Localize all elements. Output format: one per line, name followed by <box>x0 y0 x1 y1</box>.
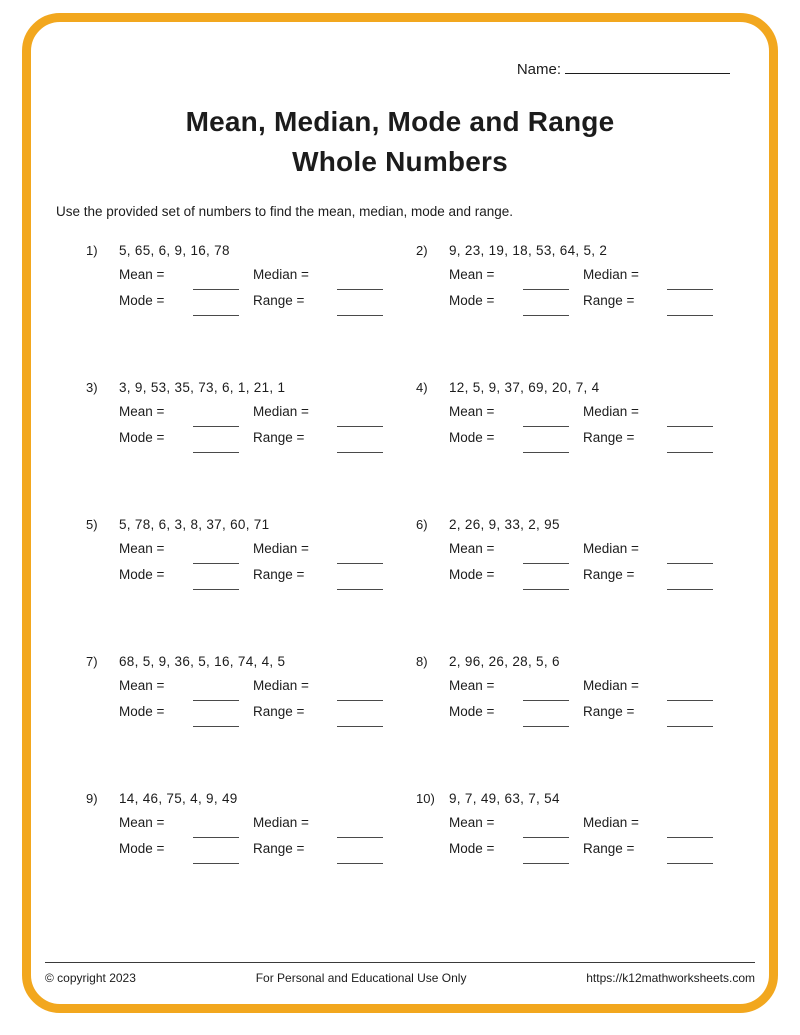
problem-number: 10) <box>416 791 435 806</box>
mean-median-row <box>449 267 746 293</box>
problem-number: 4) <box>416 380 428 395</box>
median-answer-blank <box>667 825 713 838</box>
mode-answer-blank <box>523 440 569 453</box>
number-set: 3, 9, 53, 35, 73, 6, 1, 21, 1 <box>119 380 286 395</box>
mode-range-row <box>119 841 416 867</box>
name-blank-line <box>565 60 730 74</box>
mean-label: Mean = <box>119 404 165 419</box>
range-label: Range = <box>583 567 635 582</box>
mode-range-row <box>449 567 746 593</box>
median-answer-blank <box>667 414 713 427</box>
title-line-1: Mean, Median, Mode and Range <box>185 106 615 137</box>
mean-answer-blank <box>193 414 239 427</box>
number-set: 2, 96, 26, 28, 5, 6 <box>449 654 560 669</box>
range-label: Range = <box>583 841 635 856</box>
mode-range-row <box>119 430 416 456</box>
mode-range-row <box>119 704 416 730</box>
mode-label: Mode = <box>119 293 165 308</box>
mean-answer-blank <box>523 551 569 564</box>
name-row <box>40 60 730 78</box>
median-answer-blank <box>667 688 713 701</box>
mode-range-row <box>449 841 746 867</box>
range-answer-blank <box>337 577 383 590</box>
mode-range-row <box>449 430 746 456</box>
median-answer-blank <box>667 277 713 290</box>
range-label: Range = <box>253 430 305 445</box>
worksheet-page <box>40 30 760 995</box>
number-set: 9, 7, 49, 63, 7, 54 <box>449 791 560 806</box>
range-answer-blank <box>667 440 713 453</box>
range-answer-blank <box>337 851 383 864</box>
mode-answer-blank <box>523 303 569 316</box>
problem-item <box>86 517 416 593</box>
median-label: Median = <box>253 815 309 830</box>
mean-label: Mean = <box>449 404 495 419</box>
problem-number: 8) <box>416 654 428 669</box>
mean-median-row <box>119 678 416 704</box>
mean-median-row <box>449 815 746 841</box>
mode-label: Mode = <box>449 704 495 719</box>
mean-answer-blank <box>523 277 569 290</box>
name-label: Name: <box>516 61 561 78</box>
mode-range-row <box>449 704 746 730</box>
median-label: Median = <box>253 678 309 693</box>
footer-copyright: © copyright 2023 <box>45 971 136 985</box>
range-label: Range = <box>253 841 305 856</box>
range-label: Range = <box>253 293 305 308</box>
range-label: Range = <box>583 430 635 445</box>
range-answer-blank <box>667 303 713 316</box>
problem-item <box>416 791 746 867</box>
range-label: Range = <box>253 567 305 582</box>
number-set: 2, 26, 9, 33, 2, 95 <box>449 517 560 532</box>
median-answer-blank <box>337 551 383 564</box>
mean-label: Mean = <box>449 678 495 693</box>
mode-label: Mode = <box>119 430 165 445</box>
problem-number: 1) <box>86 243 98 258</box>
problem-number: 3) <box>86 380 98 395</box>
mean-median-row <box>449 541 746 567</box>
title-line-2: Whole Numbers <box>292 146 508 177</box>
mode-answer-blank <box>193 851 239 864</box>
mode-answer-blank <box>523 851 569 864</box>
mean-label: Mean = <box>119 541 165 556</box>
mode-label: Mode = <box>119 567 165 582</box>
mean-median-row <box>449 404 746 430</box>
mode-label: Mode = <box>449 841 495 856</box>
median-label: Median = <box>583 267 639 282</box>
mode-answer-blank <box>193 577 239 590</box>
mean-answer-blank <box>523 825 569 838</box>
problems-grid <box>86 243 760 867</box>
median-label: Median = <box>253 404 309 419</box>
number-set: 14, 46, 75, 4, 9, 49 <box>119 791 238 806</box>
median-label: Median = <box>583 815 639 830</box>
problem-number: 5) <box>86 517 98 532</box>
mean-median-row <box>119 815 416 841</box>
mean-label: Mean = <box>119 815 165 830</box>
mode-label: Mode = <box>119 841 165 856</box>
mean-median-row <box>119 267 416 293</box>
problem-item <box>86 243 416 319</box>
mode-label: Mode = <box>119 704 165 719</box>
mode-answer-blank <box>193 714 239 727</box>
mode-label: Mode = <box>449 293 495 308</box>
range-answer-blank <box>337 714 383 727</box>
mode-range-row <box>449 293 746 319</box>
problem-item <box>416 654 746 730</box>
problem-item <box>416 517 746 593</box>
mode-answer-blank <box>193 303 239 316</box>
mean-label: Mean = <box>449 267 495 282</box>
mode-answer-blank <box>523 577 569 590</box>
median-label: Median = <box>583 541 639 556</box>
median-label: Median = <box>583 678 639 693</box>
mean-answer-blank <box>193 688 239 701</box>
range-answer-blank <box>667 577 713 590</box>
mode-answer-blank <box>523 714 569 727</box>
problem-number: 2) <box>416 243 428 258</box>
problem-number: 7) <box>86 654 98 669</box>
mode-answer-blank <box>193 440 239 453</box>
mean-label: Mean = <box>119 678 165 693</box>
mean-median-row <box>119 404 416 430</box>
median-answer-blank <box>667 551 713 564</box>
mean-median-row <box>119 541 416 567</box>
median-label: Median = <box>253 267 309 282</box>
problem-item <box>416 380 746 456</box>
mean-label: Mean = <box>119 267 165 282</box>
mode-range-row <box>119 293 416 319</box>
instructions-text: Use the provided set of numbers to find the mean, median, mode and range. <box>56 204 514 219</box>
mean-median-row <box>449 678 746 704</box>
mean-answer-blank <box>523 414 569 427</box>
mode-label: Mode = <box>449 567 495 582</box>
range-answer-blank <box>667 714 713 727</box>
mean-label: Mean = <box>449 815 495 830</box>
problem-item <box>86 380 416 456</box>
mean-answer-blank <box>193 277 239 290</box>
median-answer-blank <box>337 688 383 701</box>
range-answer-blank <box>667 851 713 864</box>
problem-number: 6) <box>416 517 428 532</box>
range-label: Range = <box>253 704 305 719</box>
mode-range-row <box>119 567 416 593</box>
range-label: Range = <box>583 704 635 719</box>
number-set: 5, 65, 6, 9, 16, 78 <box>119 243 230 258</box>
footer-url: https://k12mathworksheets.com <box>586 971 755 985</box>
number-set: 12, 5, 9, 37, 69, 20, 7, 4 <box>449 380 600 395</box>
mean-answer-blank <box>193 551 239 564</box>
median-answer-blank <box>337 414 383 427</box>
problem-number: 9) <box>86 791 98 806</box>
range-answer-blank <box>337 440 383 453</box>
mean-label: Mean = <box>449 541 495 556</box>
range-answer-blank <box>337 303 383 316</box>
median-label: Median = <box>253 541 309 556</box>
range-label: Range = <box>583 293 635 308</box>
median-label: Median = <box>583 404 639 419</box>
mean-answer-blank <box>523 688 569 701</box>
mode-label: Mode = <box>449 430 495 445</box>
number-set: 9, 23, 19, 18, 53, 64, 5, 2 <box>449 243 608 258</box>
number-set: 5, 78, 6, 3, 8, 37, 60, 71 <box>119 517 270 532</box>
mean-answer-blank <box>193 825 239 838</box>
median-answer-blank <box>337 825 383 838</box>
number-set: 68, 5, 9, 36, 5, 16, 74, 4, 5 <box>119 654 286 669</box>
median-answer-blank <box>337 277 383 290</box>
footer-usage-note: For Personal and Educational Use Only <box>255 971 467 985</box>
problem-item <box>86 791 416 867</box>
worksheet-title <box>40 102 760 182</box>
problem-item <box>416 243 746 319</box>
footer <box>45 962 755 985</box>
problem-item <box>86 654 416 730</box>
